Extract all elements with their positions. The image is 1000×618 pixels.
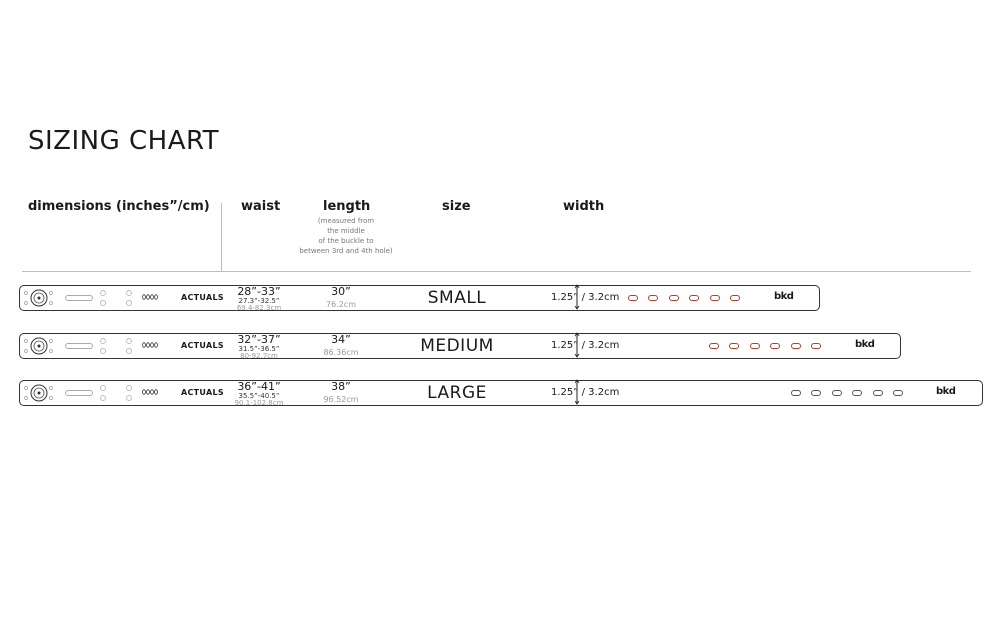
width-arrow-icon — [574, 284, 580, 310]
actuals-label: ACTUALS — [181, 388, 224, 397]
rivet-icon — [47, 337, 55, 355]
belt-hole — [791, 343, 801, 349]
actuals-label: ACTUALS — [181, 341, 224, 350]
page-title: SIZING CHART — [28, 126, 220, 156]
belt-hole — [669, 295, 679, 301]
buckle-emblem-icon — [30, 337, 48, 355]
belt-hole — [730, 295, 740, 301]
belt-hole — [873, 390, 883, 396]
screw-icon — [98, 288, 108, 308]
screw-icon — [98, 336, 108, 356]
header-waist: waist — [241, 199, 281, 214]
length-cm: 76.2cm — [325, 300, 356, 309]
belt-hole — [689, 295, 699, 301]
header-width: width — [563, 199, 605, 214]
waist-actual-inches: 35.5”-40.5” — [238, 392, 280, 400]
belt-hole — [852, 390, 862, 396]
belt-hole — [710, 295, 720, 301]
waist-actual-cm: 69.4-82.3cm — [236, 304, 282, 312]
stitching-icon — [142, 389, 158, 395]
length-inches: 34” — [331, 333, 351, 346]
rivet-icon — [47, 289, 55, 307]
belt-hole — [832, 390, 842, 396]
screw-icon — [124, 383, 134, 403]
waist-range: 32”-37” — [237, 333, 281, 346]
length-inches: 38” — [331, 380, 351, 393]
buckle-emblem-icon — [30, 384, 48, 402]
rivet-icon — [22, 289, 30, 307]
actuals-label: ACTUALS — [181, 293, 224, 302]
length-cm: 96.52cm — [323, 395, 359, 404]
belt-hole — [729, 343, 739, 349]
width-value: 1.25” / 3.2cm — [551, 340, 620, 351]
belt-hole — [750, 343, 760, 349]
rivet-icon — [22, 337, 30, 355]
rivet-icon — [47, 384, 55, 402]
belt-hole — [770, 343, 780, 349]
stitching-icon — [142, 294, 158, 300]
buckle-slot-icon — [65, 295, 93, 301]
header-length: length — [323, 199, 371, 214]
belt-hole — [709, 343, 719, 349]
waist-actual-cm: 80-92.7cm — [240, 352, 278, 360]
size-label: LARGE — [427, 383, 487, 403]
belt-hole — [811, 343, 821, 349]
brand-logo: bkd — [936, 386, 956, 397]
belt-hole — [811, 390, 821, 396]
width-arrow-icon — [574, 379, 580, 405]
waist-actual-cm: 90.1-102.8cm — [234, 399, 284, 407]
screw-icon — [98, 383, 108, 403]
waist-actual-inches: 31.5”-36.5” — [238, 345, 280, 353]
size-label: SMALL — [427, 288, 487, 308]
brand-logo: bkd — [774, 291, 794, 302]
size-label: MEDIUM — [420, 336, 494, 356]
screw-icon — [124, 336, 134, 356]
waist-range: 36”-41” — [237, 380, 281, 393]
belt-hole — [628, 295, 638, 301]
length-inches: 30” — [331, 285, 351, 298]
header-divider-horizontal — [22, 271, 971, 272]
header-dimensions: dimensions (inches”/cm) — [28, 199, 210, 214]
buckle-slot-icon — [65, 390, 93, 396]
waist-range: 28”-33” — [237, 285, 281, 298]
belt-hole — [648, 295, 658, 301]
belt-hole — [791, 390, 801, 396]
rivet-icon — [22, 384, 30, 402]
waist-actual-inches: 27.3”-32.5” — [238, 297, 280, 305]
width-value: 1.25” / 3.2cm — [551, 387, 620, 398]
screw-icon — [124, 288, 134, 308]
length-cm: 86.36cm — [323, 348, 359, 357]
width-arrow-icon — [574, 332, 580, 358]
stitching-icon — [142, 342, 158, 348]
belt-hole — [893, 390, 903, 396]
width-value: 1.25” / 3.2cm — [551, 292, 620, 303]
header-divider-vertical — [221, 203, 222, 271]
length-note: (measured from the middle of the buckle to between 3rd and 4th hole) — [299, 217, 393, 255]
brand-logo: bkd — [855, 339, 875, 350]
buckle-emblem-icon — [30, 289, 48, 307]
buckle-slot-icon — [65, 343, 93, 349]
header-size: size — [442, 199, 471, 214]
